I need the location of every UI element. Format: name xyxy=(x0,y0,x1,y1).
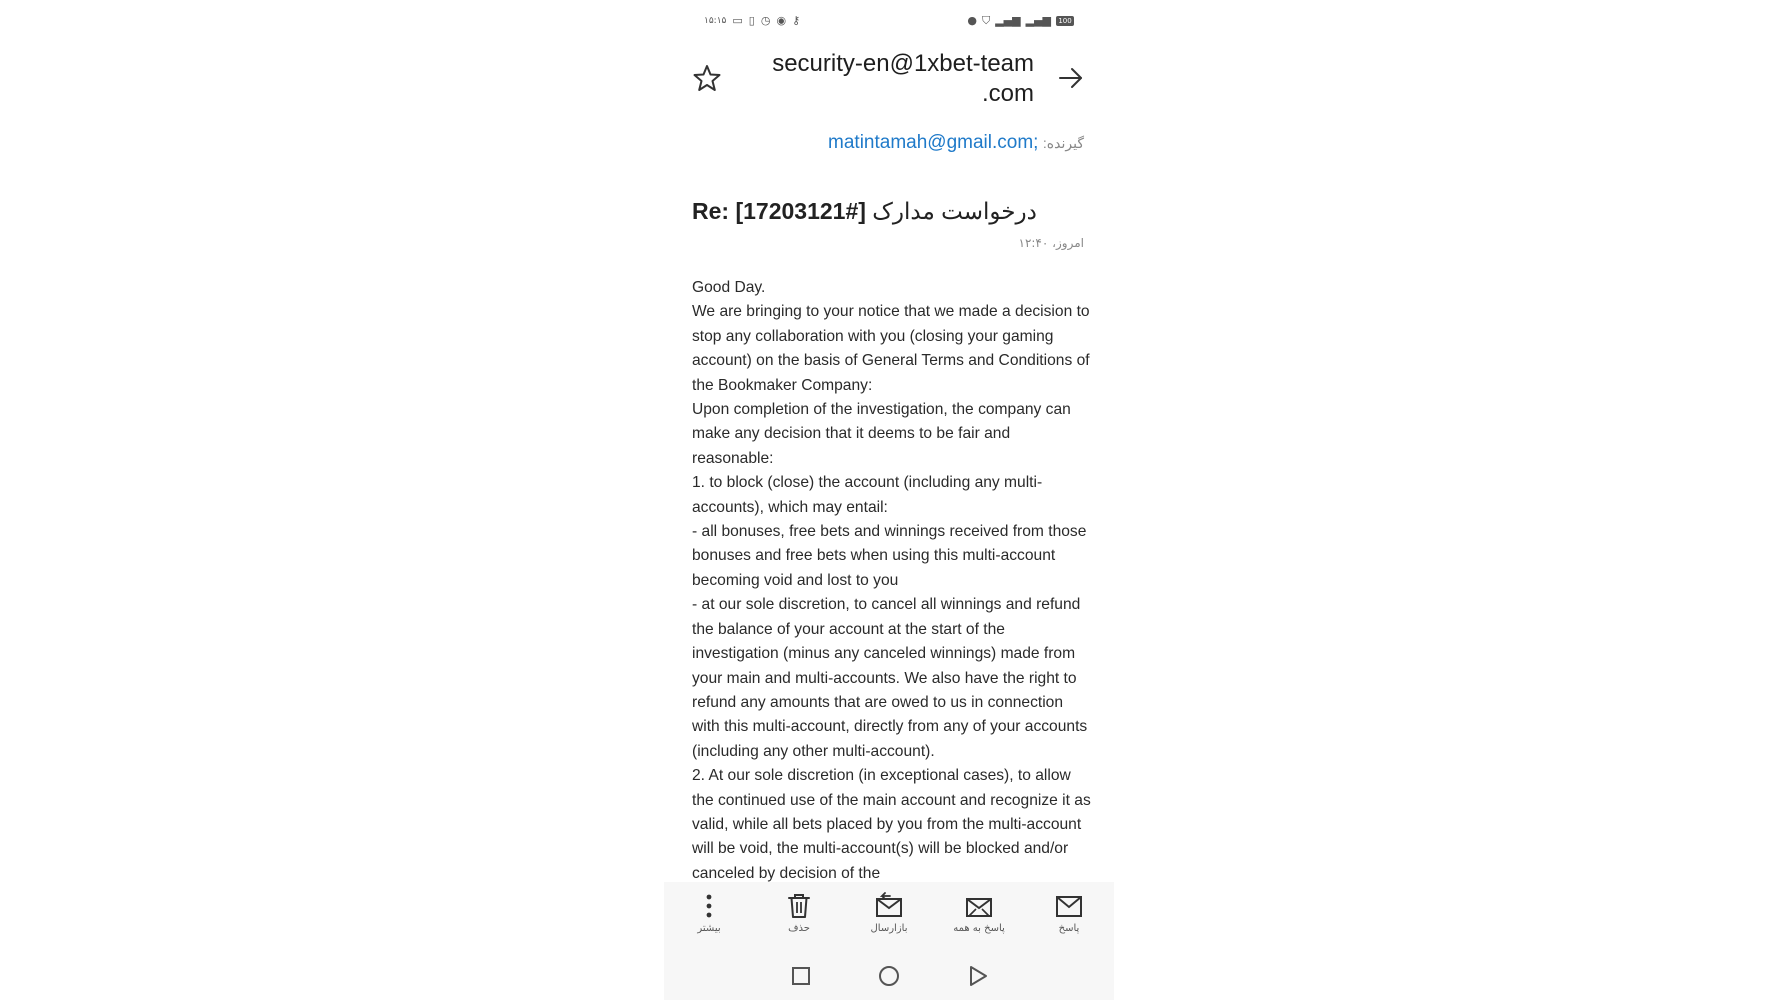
body-paragraph: Upon completion of the investigation, the company can make any decision that it deems to be fair and reasonable: xyxy=(692,401,1071,467)
home-button[interactable] xyxy=(876,963,902,989)
body-paragraph: Good Day. xyxy=(692,279,766,296)
recipient-email[interactable]: matintamah@gmail.com; xyxy=(828,132,1039,153)
chat-icon: ● xyxy=(967,14,977,27)
status-bar xyxy=(704,12,1074,32)
recipient-row xyxy=(684,132,1084,154)
body-paragraph: We are bringing to your notice that we made a decision to stop any collaboration with you (closing your gaming account) on the basis of General Terms and Conditions of the Bookmaker Company: xyxy=(692,303,1090,394)
back-nav-button[interactable] xyxy=(964,963,990,989)
alarm-icon: ◷ xyxy=(760,14,771,27)
image-icon: ▭ xyxy=(732,14,743,27)
reply-all-icon xyxy=(964,892,994,920)
system-nav-bar xyxy=(664,952,1114,1000)
forward-icon xyxy=(874,892,904,920)
trash-icon xyxy=(785,892,813,920)
forward-label: بازارسال xyxy=(870,923,908,934)
reply-label: پاسخ xyxy=(1058,923,1080,934)
status-bar-right xyxy=(967,14,1074,28)
delete-button[interactable] xyxy=(759,882,839,934)
shield-icon: ⛉ xyxy=(981,14,991,27)
more-button[interactable] xyxy=(669,882,749,934)
action-toolbar xyxy=(664,882,1114,952)
body-paragraph: - at our sole discretion, to cancel all winnings and refund the balance of your account at the start of the investigation (minus any canceled winnings) made from your main and multi-accounts. We also have the right to refund any amounts that are owed to us in connection with this multi-account, directly from any of your accounts (including any other multi-account). xyxy=(692,596,1088,760)
email-subject xyxy=(692,196,1084,226)
back-button[interactable] xyxy=(1056,63,1086,93)
body-paragraph: 2. At our sole discretion (in exceptional cases), to allow the continued use of the main account and recognize it as valid, while all bets placed by you from the multi-account will be void, the multi-account(s) will be blocked and/or canceled by decision of the xyxy=(692,767,1091,882)
email-header xyxy=(664,45,1114,115)
delete-label: حذف xyxy=(788,923,810,934)
sender-line-2: .com xyxy=(981,80,1034,107)
email-app xyxy=(664,0,1114,1000)
status-time: ۱۵:۱۵ xyxy=(704,16,727,26)
eye-icon: ◉ xyxy=(776,14,787,27)
email-date: امروز، ۱۲:۴۰ xyxy=(1018,236,1084,250)
reply-button[interactable] xyxy=(1029,882,1109,934)
signal-3g-icon: ▂▄▆ xyxy=(1025,14,1051,27)
battery-icon: 100 xyxy=(1056,16,1074,26)
square-icon xyxy=(788,963,814,989)
recipient-label: گیرنده: xyxy=(1042,135,1084,151)
vibrate-icon: ▯ xyxy=(748,14,755,27)
triangle-icon xyxy=(964,963,990,989)
reply-all-label: پاسخ به همه xyxy=(953,923,1005,934)
arrow-right-icon xyxy=(1056,63,1086,93)
more-label: بیشتر xyxy=(697,923,721,934)
recents-button[interactable] xyxy=(788,963,814,989)
more-vertical-icon xyxy=(695,892,723,920)
reply-icon xyxy=(1054,892,1084,920)
body-paragraph: - all bonuses, free bets and winnings received from those bonuses and free bets when using this multi-account becoming void and lost to you xyxy=(692,523,1087,589)
forward-button[interactable] xyxy=(849,882,929,934)
reply-all-button[interactable] xyxy=(939,882,1019,934)
signal-4g-icon: ▂▄▆ xyxy=(995,14,1021,27)
subject-prefix: Re: [17203121#] xyxy=(692,198,866,224)
subject-title: درخواست مدارک xyxy=(872,198,1037,224)
sender-address xyxy=(714,49,1034,109)
body-paragraph: 1. to block (close) the account (including any multi-accounts), which may entail: xyxy=(692,474,1043,516)
key-icon: ⚷ xyxy=(792,14,801,27)
sender-line-1: security-en@1xbet-team xyxy=(772,50,1034,77)
status-bar-left xyxy=(704,14,800,28)
email-body xyxy=(692,276,1092,886)
circle-icon xyxy=(876,963,902,989)
